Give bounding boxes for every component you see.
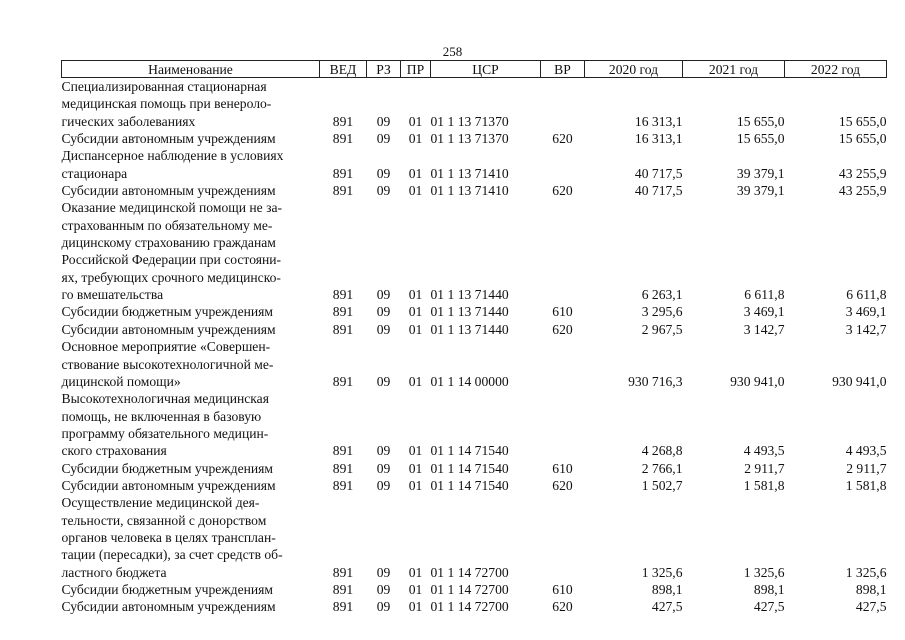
header-pr: ПР [401,61,431,78]
cell-pr: 01 [408,477,423,493]
cell-name [62,390,320,459]
cell-pr: 01 [408,564,423,580]
name-line: Субсидии бюджетным учреждениям [61,304,274,320]
cell-2021: 3 142,7 [743,321,785,337]
cell-name [62,477,320,494]
cell-2020: 930 716,3 [628,373,683,389]
cell-csr: 01 1 14 72700 [430,599,509,615]
cell-2021: 898,1 [753,581,785,597]
table-row [62,460,887,477]
name-line: Субсидии бюджетным учреждениям [61,581,274,597]
cell-csr: 01 1 13 71410 [430,183,509,199]
cell-pr: 01 [408,321,423,337]
cell-vr: 610 [552,304,573,320]
cell-rz: 09 [376,304,391,320]
table-row [62,130,887,147]
cell-pr: 01 [408,581,423,597]
cell-rz: 09 [376,183,391,199]
cell-ved: 891 [332,287,354,303]
cell-ved: 891 [332,304,354,320]
name-line: программу обязательного медицин- [61,425,269,441]
cell-csr: 01 1 13 71410 [430,165,509,181]
cell-rz: 09 [376,131,391,147]
table-row [62,199,887,303]
cell-2021: 3 469,1 [743,304,785,320]
name-line: Специализированная стационарная [61,79,267,94]
cell-2021: 15 655,0 [736,113,785,129]
name-line: Субсидии автономным учреждениям [61,131,276,147]
cell-2022: 15 655,0 [838,113,887,129]
cell-2022: 4 493,5 [845,443,887,459]
name-line: страхованным по обязательному ме- [61,217,273,233]
cell-vr: 620 [552,183,573,199]
cell-rz: 09 [376,443,391,459]
cell-vr [541,199,585,303]
cell-2020: 40 717,5 [634,165,683,181]
cell-rz: 09 [376,599,391,615]
cell-2020: 6 263,1 [641,287,683,303]
cell-ved: 891 [332,460,354,476]
table-row [62,477,887,494]
cell-ved: 891 [332,564,354,580]
name-line: органов человека в целях трансплан- [61,529,276,545]
cell-2022: 15 655,0 [838,131,887,147]
table-row [62,321,887,338]
cell-ved: 891 [332,581,354,597]
cell-name [62,182,320,199]
cell-rz: 09 [376,373,391,389]
cell-pr: 01 [408,443,423,459]
cell-2022: 43 255,9 [838,183,887,199]
cell-rz: 09 [376,287,391,303]
cell-ved: 891 [332,373,354,389]
cell-csr: 01 1 13 71370 [430,131,509,147]
cell-rz: 09 [376,321,391,337]
header-csr: ЦСР [431,61,541,78]
cell-2022: 3 142,7 [845,321,887,337]
table-row [62,598,887,615]
name-line: го вмешательства [61,287,164,303]
name-line: Диспансерное наблюдение в условиях [61,148,284,164]
cell-vr [541,78,585,131]
cell-2022: 43 255,9 [838,165,887,181]
cell-2022: 2 911,7 [846,460,887,476]
cell-ved: 891 [332,599,354,615]
cell-vr: 620 [552,477,573,493]
cell-csr: 01 1 14 00000 [430,373,509,389]
cell-name [62,147,320,182]
table-row [62,338,887,390]
cell-2021: 427,5 [753,599,785,615]
cell-pr: 01 [408,287,423,303]
cell-2020: 2 967,5 [641,321,683,337]
header-vr: ВР [541,61,585,78]
cell-2022: 930 941,0 [832,373,887,389]
table-row [62,390,887,459]
page-number: 258 [442,44,463,59]
cell-2020: 1 502,7 [641,477,683,493]
name-line: Высокотехнологичная медицинская [61,391,269,407]
cell-2020: 40 717,5 [634,183,683,199]
cell-ved: 891 [332,443,354,459]
name-line: помощь, не включенная в базовую [61,408,262,424]
name-line: Основное мероприятие «Совершен- [61,339,271,355]
name-line: ластного бюджета [61,564,167,580]
cell-csr: 01 1 13 71370 [430,113,509,129]
cell-2021: 39 379,1 [736,183,785,199]
table-header-row [62,61,887,78]
cell-2020: 898,1 [651,581,683,597]
name-line: ях, требующих срочного медицинско- [61,269,281,285]
cell-name [62,303,320,320]
table-row [62,147,887,182]
table-body [62,78,887,616]
cell-ved: 891 [332,477,354,493]
cell-rz: 09 [376,165,391,181]
cell-vr [541,390,585,459]
cell-2021: 39 379,1 [736,165,785,181]
cell-2020: 4 268,8 [641,443,683,459]
cell-csr: 01 1 14 71540 [430,477,509,493]
cell-pr: 01 [408,460,423,476]
name-line: дицинскому страхованию гражданам [61,235,276,251]
name-line: Субсидии автономным учреждениям [61,321,276,337]
header-name: Наименование [62,61,320,78]
cell-2021: 1 581,8 [743,477,785,493]
cell-name [62,460,320,477]
header-2020: 2020 год [585,61,683,78]
cell-2022: 6 611,8 [846,287,887,303]
cell-csr: 01 1 14 72700 [430,564,509,580]
cell-2022: 427,5 [855,599,887,615]
name-line: Субсидии автономным учреждениям [61,477,276,493]
header-rz: РЗ [367,61,401,78]
cell-2021: 1 325,6 [743,564,785,580]
cell-2022: 1 325,6 [845,564,887,580]
name-line: Российской Федерации при состояни- [61,252,282,268]
cell-vr: 610 [552,581,573,597]
cell-pr: 01 [408,165,423,181]
name-line: тельности, связанной с донорством [61,512,267,528]
cell-name [62,581,320,598]
cell-pr: 01 [408,373,423,389]
cell-2022: 3 469,1 [845,304,887,320]
table-row [62,581,887,598]
header-2021: 2021 год [683,61,785,78]
cell-pr: 01 [408,599,423,615]
cell-2021: 930 941,0 [730,373,785,389]
cell-name [62,199,320,303]
cell-ved: 891 [332,131,354,147]
cell-2021: 4 493,5 [743,443,785,459]
cell-csr: 01 1 13 71440 [430,321,509,337]
cell-2020: 16 313,1 [634,113,683,129]
cell-pr: 01 [408,183,423,199]
cell-2021: 6 611,8 [744,287,785,303]
name-line: ствование высокотехнологичной ме- [61,356,274,372]
cell-vr [541,338,585,390]
cell-rz: 09 [376,564,391,580]
cell-name [62,598,320,615]
cell-name [62,338,320,390]
cell-ved: 891 [332,183,354,199]
cell-csr: 01 1 14 71540 [430,460,509,476]
cell-2020: 2 766,1 [641,460,683,476]
cell-ved: 891 [332,113,354,129]
cell-pr: 01 [408,131,423,147]
cell-2020: 1 325,6 [641,564,683,580]
cell-csr: 01 1 14 71540 [430,443,509,459]
cell-rz: 09 [376,113,391,129]
name-line: Субсидии автономным учреждениям [61,599,276,615]
table-row [62,494,887,581]
header-ved: ВЕД [320,61,367,78]
cell-rz: 09 [376,581,391,597]
cell-vr: 620 [552,131,573,147]
name-line: гических заболеваниях [61,113,196,129]
cell-2022: 1 581,8 [845,477,887,493]
cell-pr: 01 [408,304,423,320]
cell-name [62,321,320,338]
cell-rz: 09 [376,460,391,476]
cell-csr: 01 1 13 71440 [430,287,509,303]
header-2022: 2022 год [785,61,887,78]
name-line: стационара [61,165,128,181]
cell-vr [541,147,585,182]
cell-2020: 16 313,1 [634,131,683,147]
cell-2020: 3 295,6 [641,304,683,320]
name-line: Субсидии автономным учреждениям [61,183,276,199]
table-row [62,78,887,131]
cell-name [62,78,320,131]
cell-rz: 09 [376,477,391,493]
cell-2021: 2 911,7 [744,460,785,476]
table-row [62,303,887,320]
cell-2022: 898,1 [855,581,887,597]
name-line: Субсидии бюджетным учреждениям [61,460,274,476]
cell-2021: 15 655,0 [736,131,785,147]
cell-2020: 427,5 [651,599,683,615]
cell-vr [541,494,585,581]
cell-ved: 891 [332,321,354,337]
cell-csr: 01 1 13 71440 [430,304,509,320]
cell-ved: 891 [332,165,354,181]
budget-table [61,60,887,616]
cell-vr: 610 [552,460,573,476]
name-line: Осуществление медицинской дея- [61,495,260,511]
cell-csr: 01 1 14 72700 [430,581,509,597]
name-line: медицинская помощь при венероло- [61,96,272,112]
name-line: дицинской помощи» [61,373,181,389]
cell-vr: 620 [552,321,573,337]
name-line: ского страхования [61,443,167,459]
cell-name [62,130,320,147]
cell-pr: 01 [408,113,423,129]
name-line: Оказание медицинской помощи не за- [61,200,283,216]
cell-vr: 620 [552,599,573,615]
table-row [62,182,887,199]
cell-name [62,494,320,581]
name-line: тации (пересадки), за счет средств об- [61,547,283,563]
